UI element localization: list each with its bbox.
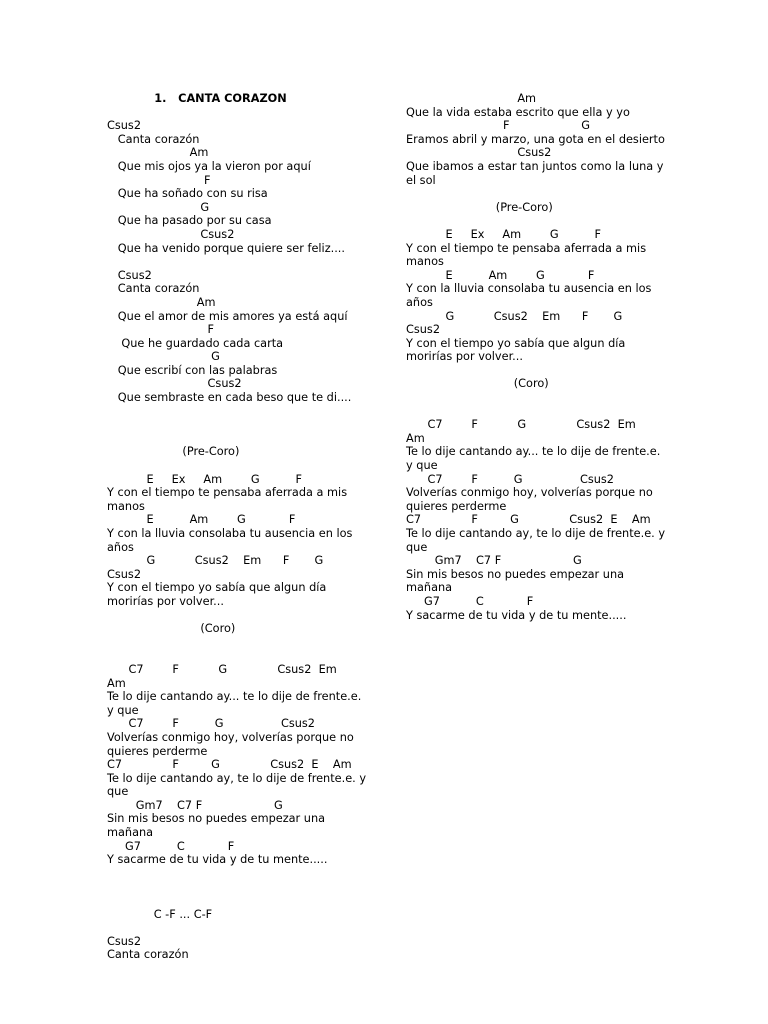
right-blank-line (406, 391, 668, 405)
left-line: Que ha soñado con su risa (107, 187, 268, 201)
right-line: Gm7 C7 F G (406, 554, 582, 568)
left-line: Am (107, 146, 209, 160)
right-line: Y con la lluvia consolaba tu ausencia en los años (406, 282, 655, 309)
right-line: Volverías conmigo hoy, volverías porque no quieres perderme (406, 486, 657, 513)
right-line: C7 F G Csus2 E Am (406, 513, 651, 527)
right-line: Que la vida estaba escrito que ella y yo (406, 105, 630, 119)
right-section-label: (Coro) (406, 377, 549, 391)
left-line: G (107, 200, 210, 214)
left-blank-line (107, 867, 369, 881)
right-line: Te lo dije cantando ay, te lo dije de frente.e. y que (406, 527, 669, 554)
right-line: Te lo dije cantando ay... te lo dije de frente.e. y que (406, 445, 664, 473)
right-line: E Am G F (406, 268, 595, 282)
left-blank-line (107, 255, 369, 269)
right-line: Y con el tiempo yo sabía que algun día morirías por volver... (406, 336, 629, 364)
right-column (406, 92, 668, 622)
left-column (107, 92, 369, 962)
right-line: Que ibamos a estar tan juntos como la luna y el sol (406, 159, 668, 187)
left-line: Csus2 (107, 268, 152, 282)
left-line: Csus2 (107, 119, 142, 133)
left-line: C -F ... C-F (107, 907, 213, 921)
left-line: Que ha pasado por su casa (107, 214, 272, 228)
left-line: Canta corazón (107, 132, 200, 146)
left-line: Gm7 C7 F G (107, 798, 283, 812)
left-blank-line (107, 432, 369, 446)
left-blank-line (107, 649, 369, 663)
left-blank-line (107, 921, 369, 935)
left-line: Que he guardado cada carta (107, 336, 284, 350)
left-line: Que mis ojos ya la vieron por aquí (107, 159, 311, 173)
left-line: F (107, 323, 215, 337)
left-line: Csus2 (107, 377, 242, 391)
left-line: Que sembraste en cada beso que te di.... (107, 391, 352, 405)
left-line: Csus2 (107, 934, 142, 948)
right-line: G7 C F (406, 594, 534, 608)
left-line: Sin mis besos no puedes empezar una mañana (107, 812, 329, 840)
right-line: Y sacarme de tu vida y de tu mente..... (406, 608, 627, 622)
right-line: G Csus2 Em F G (406, 309, 623, 323)
left-line: Que escribí con las palabras (107, 363, 278, 377)
right-line: Csus2 (406, 146, 552, 160)
right-blank-line (406, 405, 668, 419)
left-line: F (107, 173, 211, 187)
left-line: Canta corazón (107, 948, 189, 962)
left-section-label: (Pre-Coro) (107, 445, 240, 459)
left-blank-line (107, 405, 369, 419)
left-line: Te lo dije cantando ay... te lo dije de frente.e. y que (107, 690, 365, 717)
left-line: Que ha venido porque quiere ser feliz.... (107, 241, 345, 255)
song-title: 1. CANTA CORAZON (107, 92, 287, 105)
right-blank-line (406, 364, 668, 378)
left-line: Y con el tiempo yo sabía que algun día morirías por volver... (107, 581, 330, 608)
left-blank-line (107, 418, 369, 432)
left-line: Volverías conmigo hoy, volverías porque no quieres perderme (107, 730, 358, 758)
right-blank-line (406, 187, 668, 201)
left-line: C7 F G Csus2 Em Am (107, 662, 352, 690)
left-line: Am (107, 295, 216, 309)
left-line: Que el amor de mis amores ya está aquí (107, 309, 348, 323)
right-line: Sin mis besos no puedes empezar una mañana (406, 567, 628, 595)
left-blank-line (107, 609, 369, 623)
left-line: Y sacarme de tu vida y de tu mente..... (107, 853, 328, 867)
right-line: C7 F G Csus2 (406, 472, 614, 486)
right-line: Am (406, 92, 537, 105)
right-line: C7 F G Csus2 Em Am (406, 418, 651, 445)
left-line: C7 F G Csus2 E Am (107, 758, 352, 772)
left-blank-line (107, 894, 369, 908)
left-line: G (107, 350, 220, 364)
left-line: Canta corazón (107, 282, 200, 296)
left-line: Y con la lluvia consolaba tu ausencia en los años (107, 527, 356, 554)
left-line: G Csus2 Em F G (107, 554, 324, 568)
left-blank-line (107, 106, 369, 120)
left-line: Te lo dije cantando ay, te lo dije de frente.e. y que (107, 771, 370, 799)
right-section-label: (Pre-Coro) (406, 200, 553, 214)
right-line: E Ex Am G F (406, 227, 602, 241)
left-section-label: (Coro) (107, 622, 236, 636)
right-line: F G (406, 119, 591, 133)
left-blank-line (107, 880, 369, 894)
left-line: C7 F G Csus2 (107, 717, 315, 731)
left-blank-line (107, 636, 369, 650)
right-line: Eramos abril y marzo, una gota en el desierto (406, 132, 665, 146)
left-line: Y con el tiempo te pensaba aferrada a mis manos (107, 486, 351, 513)
left-line: Csus2 (107, 227, 235, 241)
left-line: E Ex Am G F (107, 472, 303, 486)
right-line: Csus2 (406, 323, 441, 337)
right-blank-line (406, 214, 668, 228)
left-line: Csus2 (107, 567, 142, 581)
right-line: Y con el tiempo te pensaba aferrada a mis manos (406, 241, 650, 269)
left-line: E Am G F (107, 513, 296, 527)
left-line: G7 C F (107, 839, 235, 853)
left-blank-line (107, 459, 369, 473)
